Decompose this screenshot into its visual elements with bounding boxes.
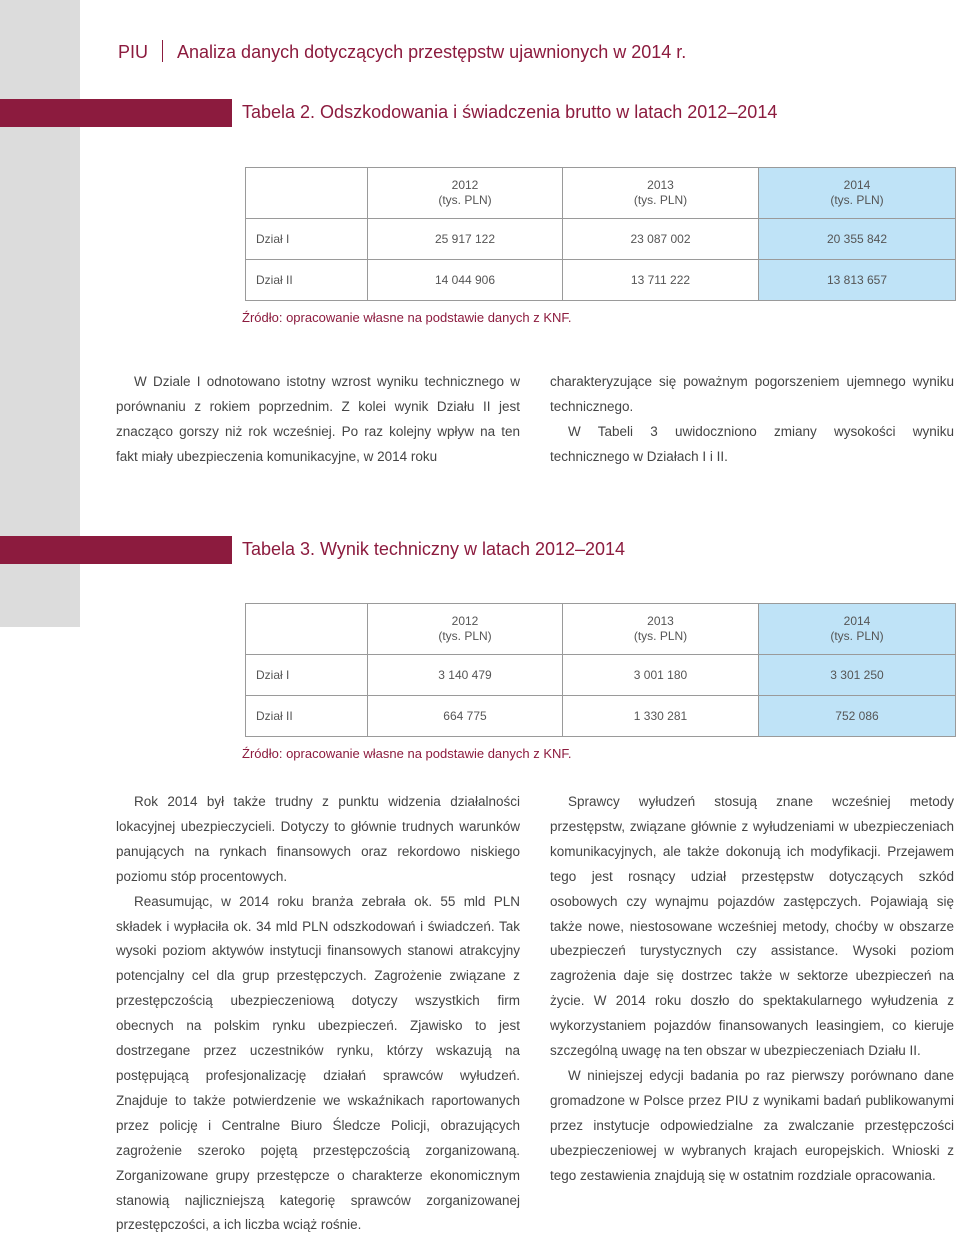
table-cell: 13 813 657 [759,260,956,301]
table-cell: 3 301 250 [759,655,956,696]
text2-left-column [116,790,520,1238]
table2-title: Tabela 2. Odszkodowania i świadczenia brutto w latach 2012–2014 [242,102,778,122]
paragraph: Sprawcy wyłudzeń stosują znane wcześniej metody przestępstw, związane głównie z wyłudzeniami w ubezpieczeniach komunikacyjnych, ale także dokonują ich modyfikacji. Przejawem tego jest rosnący udział przestępstw dotyczących szkód osobowych czy wynajmu pojazdów zastępczych. Pojawiają się także nowe, niestosowane wcześniej metody, choćby w obszarze ubezpieczeń turystycznych czy assistance. Wysoki poziom zagrożenia daje się dostrzec także w sektorze ubezpieczeń na życie. W 2014 roku doszło do spektakularnego wyłudzenia z wykorzystaniem pojazdów finansowanych leasingiem, co kieruje szczególną uwagę na ten obszar w ubezpieczeniach Działu II. [550,794,954,1059]
table-cell: 3 140 479 [368,655,563,696]
table3-col-2013: 2013 (tys. PLN) [563,604,759,655]
table3 [245,603,956,737]
paragraph: Reasumując, w 2014 roku branża zebrała ok. 55 mld PLN składek i wypłaciła ok. 34 mld PLN odszkodowań i świadczeń. Tak wysoki poziom aktywów instytucji finansowych stanowi atrakcyjny potencjalny cel dla grup przestępczych. Zagrożenie związane z przestępczością ubezpieczeniową dotyczy wszystkich firm obecnych na polskim rynku ubezpieczeń. Zjawisko to jest dostrzegane przez uczestników rynku, którzy wskazują na postępującą profesjonalizację działań sprawców wyłudzeń. Znajduje to także potwierdzenie we wskaźnikach raportowanych przez policję i Centralne Biuro Śledcze Policji, obrazujących zagrożenie szeroko pojętą przestępczością zorganizowaną. Zorganizowane grupy przestępcze o charakterze ekonomicznym stanowią najliczniejszą kategorię sprawców zorganizowanej przestępczości, a ich liczba wciąż rośnie. [116,893,520,1233]
table-cell: 13 711 222 [563,260,759,301]
table2-source: Źródło: opracowanie własne na podstawie danych z KNF. [242,310,572,325]
header-title: Analiza danych dotyczących przestępstw ujawnionych w 2014 r. [177,42,687,62]
table3-col-2012: 2012 (tys. PLN) [368,604,563,655]
table-cell: 25 917 122 [368,219,563,260]
row-label: Dział II [246,260,368,301]
table-row [246,219,956,260]
table-cell: 752 086 [759,696,956,737]
table2-col-2012: 2012 (tys. PLN) [368,168,563,219]
table3-title: Tabela 3. Wynik techniczny w latach 2012–2014 [242,539,626,559]
row-label: Dział I [246,219,368,260]
table-row [246,696,956,737]
table-cell: 14 044 906 [368,260,563,301]
table3-col-2014: 2014 (tys. PLN) [759,604,956,655]
table-cell: 20 355 842 [759,219,956,260]
table2-col-2013: 2013 (tys. PLN) [563,168,759,219]
paragraph: charakteryzujące się poważnym pogorszeniem ujemnego wyniku technicznego. [550,374,954,414]
table-row [246,260,956,301]
text1-left-column [116,370,520,470]
table3-header-row [246,604,956,655]
table2-col-2014: 2014 (tys. PLN) [759,168,956,219]
table-row [246,655,956,696]
text1-right-column [550,370,954,470]
table3-title-bar [0,536,232,564]
row-label: Dział II [246,696,368,737]
paragraph: W Dziale I odnotowano istotny wzrost wyniku technicznego w porównaniu z rokiem poprzednim. Z kolei wynik Działu II jest znacząco gorszy niż rok wcześniej. Po raz kolejny wpływ na ten fakt miały ubezpieczenia komunikacyjne, w 2014 roku [116,374,520,464]
table2-header-row [246,168,956,219]
side-strip [0,0,80,627]
header-divider [162,40,163,62]
row-label: Dział I [246,655,368,696]
page-header [118,40,686,63]
table-cell: 23 087 002 [563,219,759,260]
table2 [245,167,956,301]
paragraph: W niniejszej edycji badania po raz pierwszy porównano dane gromadzone w Polsce przez PIU z wynikami badań publikowanymi przez instytucje odpowiedzialne za zwalczanie przestępczości ubezpieczeniowej w wybranych krajach europejskich. Wnioski z tego zestawienia znajdują się w ostatnim rozdziale opracowania. [550,1067,954,1183]
text2-right-column [550,790,954,1189]
paragraph: W Tabeli 3 uwidoczniono zmiany wysokości wyniku technicznego w Działach I i II. [550,423,954,464]
paragraph: Rok 2014 był także trudny z punktu widzenia działalności lokacyjnej ubezpieczycieli. Dotyczy to głównie trudnych warunków panujących na rynkach finansowych oraz rekordowo niskiego poziomu stóp procentowych. [116,794,520,884]
table-cell: 1 330 281 [563,696,759,737]
brand-label: PIU [118,42,149,62]
table3-source: Źródło: opracowanie własne na podstawie danych z KNF. [242,746,572,761]
table-cell: 664 775 [368,696,563,737]
table-cell: 3 001 180 [563,655,759,696]
table3-corner [246,604,368,655]
table2-title-bar [0,99,232,127]
table2-corner [246,168,368,219]
